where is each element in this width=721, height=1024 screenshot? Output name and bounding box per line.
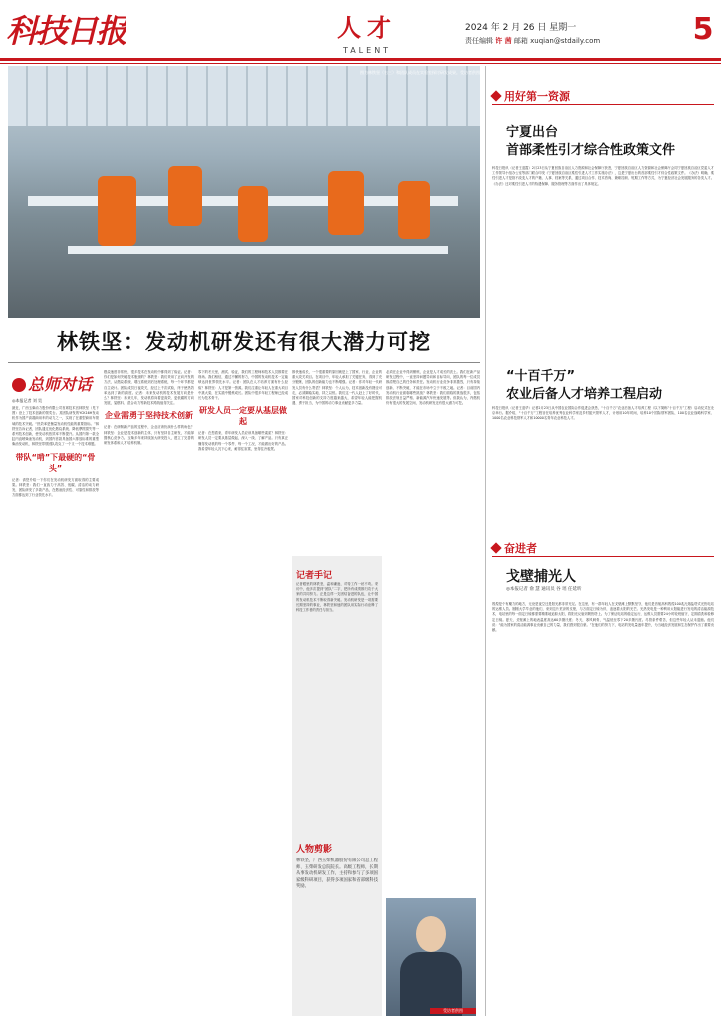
main-headline: 林铁坚：发动机研发还有很大潜力可挖	[57, 330, 431, 354]
section-heading-1	[492, 88, 712, 104]
robot-arm-5	[398, 181, 430, 239]
section-heading-label: 用好第一资源	[504, 90, 570, 103]
paragraph: 最近，广西玉柴动力股份有限公司首席技术官林铁坚（见下图）登上了技术创新的领奖台。其团队研发的YCK16H发动机作为国产高端商用车的动力之一，实现了在重型商用车领域的技术突破。“热效率是衡量发动机性能的重要指标。”林铁坚告诉记者，团队通过优化燃烧系统、降低摩擦损失等一系列技术创新，使发动机热效率不断提升。从国内第一款全缸内直喷柴油发动机，到国内首款具备国六排放标准的重型柴油发动机，林铁坚带领团队攻克了一个又一个技术难题。	[12, 406, 99, 447]
portrait-photo	[386, 898, 476, 1016]
byline: ◎本报记者 刘 昊	[12, 398, 43, 403]
subhead: 企业需勇于坚持技术创新	[105, 411, 193, 421]
paragraph: 都快速成长，一个很重要的原因就是上了国家、行业、企业的重大攻关项目。在项目中，年轻人承担了关键任务，得到了充分锻炼，团队的创新能力也不断增强。记者：你对年轻一代研发人员有什么寄语？林铁坚：个人认为，技术创新没有捷径可走，必须脚踏实地、持之以恒。我们这一代人赶上了好时代，国家对科技创新的支持力度越来越大，希望年轻人能把握机遇、勇于担当，为中国的动力事业贡献更多力量。	[292, 370, 382, 406]
factory-photo	[8, 66, 480, 318]
article-title-3: 戈壁捕光人	[506, 569, 576, 585]
section-subtitle: TALENT	[342, 46, 392, 55]
article-title-1: 宁夏出台 首部柔性引才综合性政策文件	[506, 125, 676, 158]
paragraph: 燃烧速度非常快，很多技术在发动机中都得到了验证。记者：你们是如何突破技术瓶颈的？林铁坚：我们采用了正向开发的方法，从燃烧系统、增压系统到后处理系统，每一个环节都是自主设计。团队成员日夜攻关，经过上千次试验，终于使热效率达到了新的高度。记者：未来发动机的技术发展方向是什么？林铁坚：未来几年，发动机将向着更高效、更低碳的方向发展，氢燃料、混合动力等新技术路线值得关注。	[104, 370, 194, 406]
reporter-notes-body: 记者眼里的林铁坚，温和谦逊，对待工作一丝不苟。采访中，他多次提到“团队”二字，把所有成绩都归功于大家的共同努力。正是这样一支团结奋进的队伍，让中国的发动机技术不断取得新突破。发动机研发是一项需要长期坚持的事业，林铁坚和他的团队用实际行动诠释了科技工作者的责任与担当。	[296, 582, 378, 613]
column-divider	[485, 66, 486, 1016]
paragraph: 记者：在您看来，青年研发人员应该具备哪些素质？林铁坚：研发人员一定要从基层做起，深入一线、了解产品。只有真正懂得发动机的每一个零件、每一个工况，才能做出好的产品。我希望年轻人沉下心来，耐得住寂寞，坐得住冷板凳。	[198, 431, 288, 451]
editor-email[interactable]: xuqian@stdaily.com	[530, 37, 601, 45]
photo-caption: 图为林铁坚（右三）和团队成员在实验室探讨研发成果。受访者供图	[360, 70, 480, 75]
article-title-2: “十百千万” 农业后备人才培养工程启动	[506, 369, 663, 402]
robot-arm-3	[238, 186, 268, 242]
robot-arm-1	[98, 176, 136, 246]
robot-arm-2	[168, 166, 202, 226]
editor-name: 许 茜	[495, 37, 512, 45]
editor-label: 责任编辑	[465, 37, 493, 45]
photo-rail-2	[68, 246, 448, 254]
reporter-notes-heading: 记者手记	[296, 571, 333, 581]
paragraph: 记者：在研制新产品的过程中，企业应该扮演什么样的角色？林铁坚：企业是技术创新的主体，只有坚持自主研发，才能掌握核心竞争力。玉柴多年来持续加大研发投入，建立了完善的研发体系和人才培养机制。	[104, 425, 194, 446]
paragraph: 必须在企业中得到锤炼，企业是人才成长的沃土。我们在新产品研发过程中，一直坚持问题导向和目标导向，团队的每一位成员都清楚自己的任务和责任。发动机行业竞争非常激烈，只有持续创新、不断突破，才能在市场中立于不败之地。记者：目前国内发动机行业面临哪些挑战？林铁坚：我们面临的挑战很多，包括排放法规日益严格、新能源汽车快速发展等。但我认为，内燃机仍有很大的发展空间，发动机研发还有很大潜力可挖。	[386, 370, 480, 406]
article-column-2	[104, 370, 194, 1016]
paragraph: 零下的冬天里，测试、验证，我们的工程师和技术人员都要在现场。我们相信，通过不懈的努力，中国的发动机技术一定能够达到世界领先水平。记者：团队在人才培养方面有什么经验？林铁坚：人才是第一资源。我们注重让年轻人在重大项目中挑大梁，在实践中锻炼成长。团队中很多年轻工程师已经成长为技术骨干。	[198, 370, 288, 401]
editor-line	[465, 36, 685, 46]
masthead-rule-thin	[0, 63, 721, 64]
masthead-rule	[0, 58, 721, 61]
article-body-3: 敦煌是个有魔力的地方，无论是夜空还是阳光都非常充足。在这里，有一群年轻人在戈壁滩上默默坚守，他们是首航高科敦煌100兆瓦熔盐塔式光热电站的运维人员。刚刚大学毕业的他们，来到这片荒凉的戈壁，与万面定日镜为伴，追逐着太阳的光芒。光热发电是一种利用太阳能进行发电的清洁能源技术，电站里的每一面定日镜都需要精准地追踪太阳，将阳光反射到吸热塔上。为了保证电站的稳定运行，运维人员需要24小时轮班值守，定期清洗和检修定日镜。夏天，戈壁滩上的地表温度高达60多摄氏度；冬天，寒风刺骨，气温低至零下20多摄氏度。尽管条件艰苦，但这些年轻人从未退缩。他们说：“能为国家的清洁能源事业贡献自己的力量，我们感到很自豪。”在他们的努力下，电站的发电量逐年提升，为当地经济发展和生态保护作出了重要贡献。	[492, 602, 714, 633]
kicker-icon	[12, 378, 26, 392]
paragraph: 记者：请您介绍一下你们在发动机研发方面取得的主要成果。林铁坚：我们一直致力于高效、低碳、清洁的动力研发，团队研发了多款产品，在燃油经济性、可靠性和排放等方面都达到了行业领先水平。	[12, 477, 99, 498]
editor-email-label: 邮箱	[513, 37, 528, 45]
portrait-caption: 受访者供图	[430, 1008, 476, 1014]
section-heading-2	[492, 540, 712, 556]
article-column-3	[198, 370, 288, 1016]
section-title: 人才	[337, 14, 397, 42]
section-heading-label: 奋进者	[504, 542, 537, 555]
article-column-1	[12, 406, 99, 1016]
profile-heading: 人物剪影	[296, 845, 333, 855]
robot-arm-4	[328, 171, 364, 235]
subhead: 带队“啃”下最硬的“骨头”	[15, 452, 96, 473]
column-kicker: 总师对话	[28, 375, 93, 394]
article-body-2: 科技日报讯（记者王迎华）记者2月23日从中国农业国际合作促进会获悉，“十百千万”农业后备人才培养工程（以下简称“十百千万”工程）启动仪式在北京举行。据介绍，“十百千万”工程旨在培养优秀农业科学家及乡村振兴领军人才，计划用10年时间，培养10个国际领军团队、100名农业战略科学家、1000名农业科技领军人才和10000名青年农业科技人才。	[492, 406, 714, 421]
article-body-1: 科技日报讯（记者王迎霞）2月23日从宁夏回族自治区人力资源和社会保障厅获悉，宁夏回族自治区人力资源和社会保障厅会同宁夏回族自治区党委人才工作领导小组办公室等部门联合印发《宁夏回族自治区柔性引进人才工作实施办法》，这是宁夏出台的首部柔性引才综合性政策文件。《办法》明确，柔性引进人才是指不改变人才的户籍、人事、档案等关系，通过项目合作、技术咨询、兼职挂职、短期工作等方式，为宁夏经济社会发展服务的各类人才。《办法》还对柔性引进人才的待遇保障、服务管理等方面作出了具体规定。	[492, 166, 714, 186]
article-column-4	[292, 370, 382, 570]
profile-body: 林铁坚，广西玉柴机器股份有限公司总工程师、玉柴研发总院院长。高级工程师，长期从事发动机研发工作，主持和参与了多项国家级科研项目，获得多项国家和省部级科技奖励。	[296, 858, 378, 890]
portrait-face	[416, 916, 446, 952]
subhead: 研发人员一定要从基层做起	[199, 406, 287, 427]
diamond-icon	[490, 90, 501, 101]
headline-rule	[8, 362, 480, 363]
page-number: 5	[692, 12, 714, 47]
article-byline-3: ◎本报记者 俞 慧 通讯员 谷 瑶 任延昕	[506, 587, 582, 592]
portrait-body	[400, 952, 462, 1016]
issue-date: 2024 年 2 月 26 日 星期一	[465, 23, 577, 33]
newspaper-logo: 科技日报	[6, 12, 126, 46]
section-rule	[492, 556, 714, 557]
section-rule	[492, 104, 714, 105]
diamond-icon	[490, 542, 501, 553]
